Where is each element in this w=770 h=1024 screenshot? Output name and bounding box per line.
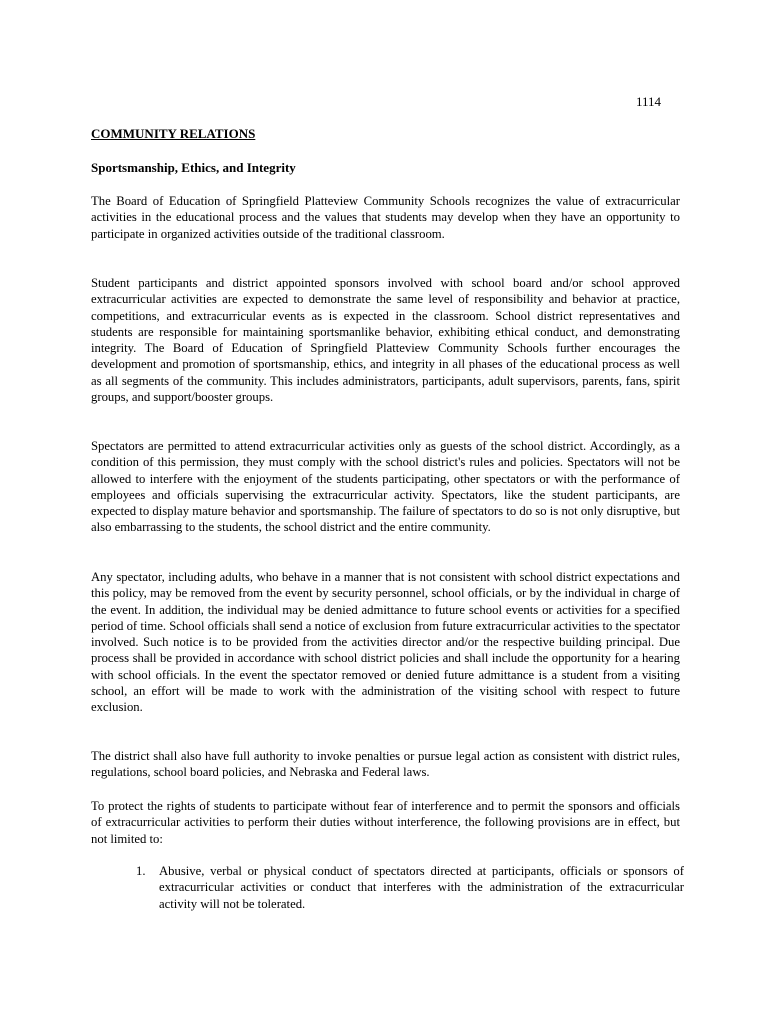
policy-number: 1114	[636, 94, 662, 109]
list-item-text: Abusive, verbal or physical conduct of spectators directed at participants, officials or sponsors of extracurricular activities or conduct that interferes with the administration of the extracurricular activity will not be tolerated.	[159, 864, 684, 911]
policy-subtitle: Sportsmanship, Ethics, and Integrity	[91, 160, 296, 175]
paragraph-participant-expectations: Student participants and district appointed sponsors involved with school board and/or school approved extracurricular activities are expected to demonstrate the same level of responsibility and behavior at practice, competitions, and extracurricular events as is expected in the classroom. School district representatives and students are responsible for maintaining sportsmanlike behavior, exhibiting ethical conduct, and demonstrating integrity. The Board of Education of Springfield Platteview Community Schools further encourages the development and promotion of sportsmanship, ethics, and integrity in all phases of the educational process as well as all segments of the community. This includes administrators, participants, adult supervisors, parents, fans, spirit groups, and support/booster groups.	[91, 276, 680, 405]
provisions-list	[136, 863, 684, 912]
section-title: COMMUNITY RELATIONS	[91, 126, 256, 141]
list-item	[136, 863, 684, 912]
list-item-number: 1.	[136, 864, 146, 878]
paragraph-district-authority: The district shall also have full authority to invoke penalties or pursue legal action as consistent with district rules, regulations, school board policies, and Nebraska and Federal laws.	[91, 749, 680, 780]
paragraph-spectator-removal: Any spectator, including adults, who behave in a manner that is not consistent with school district expectations and this policy, may be removed from the event by security personnel, school officials, or by the individual in charge of the event. In addition, the individual may be denied admittance to future school events or activities for a specified period of time. School officials shall send a notice of exclusion from future extracurricular activities to the spectator involved. Such notice is to be provided from the activities director and/or the respective building principal. Due process shall be provided in accordance with school district policies and shall include the opportunity for a hearing with school officials. In the event the spectator removed or denied future admittance is a student from a visiting school, an effort will be made to work with the administration of the visiting school with respect to future exclusion.	[91, 570, 680, 715]
paragraph-provisions-intro: To protect the rights of students to participate without fear of interference and to permit the sponsors and officials of extracurricular activities to perform their duties without interference, the following provisions are in effect, but not limited to:	[91, 799, 680, 846]
paragraph-spectator-conduct: Spectators are permitted to attend extracurricular activities only as guests of the school district. Accordingly, as a condition of this permission, they must comply with the school district's rules and policies. Spectators will not be allowed to interfere with the enjoyment of the students participating, other spectators or with the performance of employees and officials supervising the extracurricular activity. Spectators, like the student participants, are expected to display mature behavior and sportsmanship. The failure of spectators to do so is not only disruptive, but also embarrassing to the students, the school district and the entire community.	[91, 439, 680, 535]
paragraph-board-recognition: The Board of Education of Springfield Platteview Community Schools recognizes the value of extracurricular activities in the educational process and the values that students may develop when they have an opportunity to participate in organized activities outside of the traditional classroom.	[91, 194, 680, 241]
